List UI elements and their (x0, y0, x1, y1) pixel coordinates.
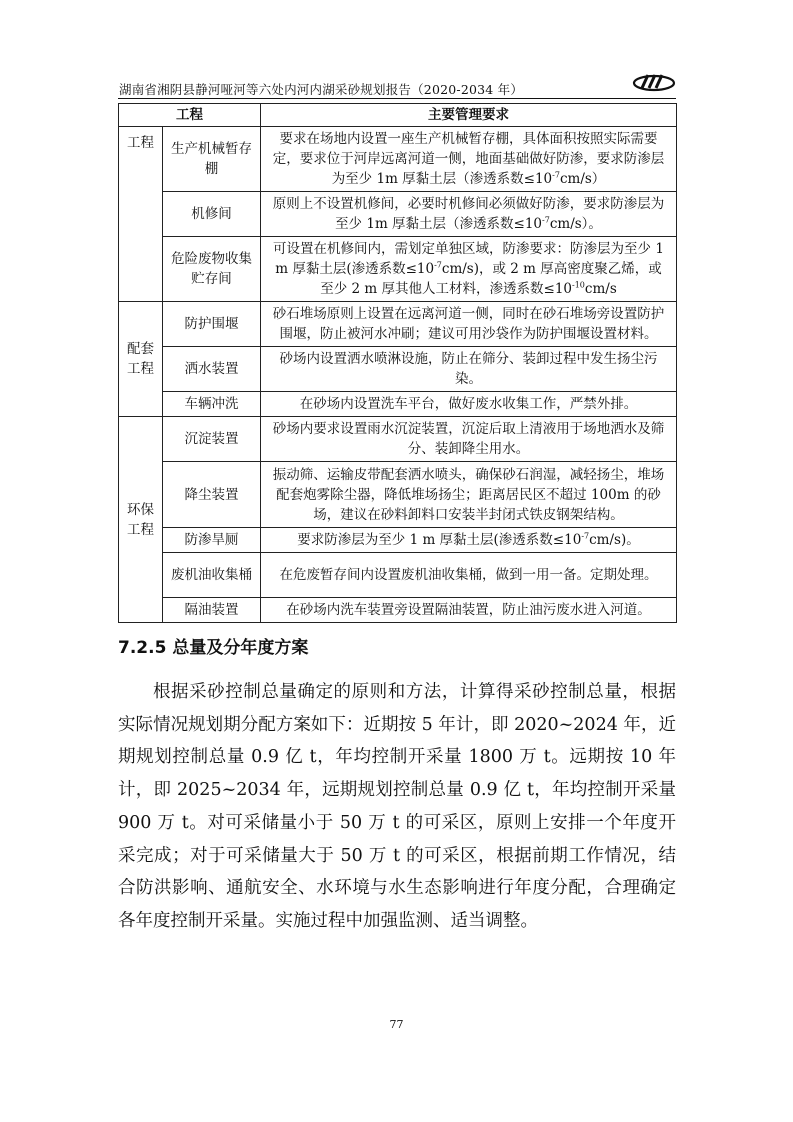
requirement-cell: 振动筛、运输皮带配套洒水喷头，确保砂石润湿，减轻扬尘，堆场配套炮雾除尘器，降低堆场扬尘；距离居民区不超过 100m 的砂场，建议在砂料卸料口安装半封闭式铁皮钢架结构。 (261, 462, 677, 528)
table-row (119, 302, 677, 347)
table-header-row (119, 104, 677, 127)
section-heading: 7.2.5 总量及分年度方案 (118, 638, 309, 658)
requirement-cell: 在危废暂存间内设置废机油收集桶，做到一用一备。定期处理。 (261, 553, 677, 598)
item-cell: 车辆冲洗 (163, 392, 261, 417)
table-row (119, 192, 677, 237)
item-cell: 沉淀装置 (163, 417, 261, 462)
table-row (119, 127, 677, 192)
category-cell: 环保工程 (119, 417, 163, 623)
requirement-cell: 可设置在机修间内，需划定单独区域，防渗要求：防渗层为至少 1 m 厚黏土层(渗透系数$\le 10^{-7}cm/s$)，或 2 m 厚高密度聚乙烯，或至少 2 m 厚其他人工材料，渗透系数$\le 10^{-10}cm/s$ (261, 237, 677, 302)
item-cell: 机修间 (163, 192, 261, 237)
body-paragraph: 根据采砂控制总量确定的原则和方法，计算得采砂控制总量，根据实际情况规划期分配方案如下：近期按 5 年计，即 2020~2024 年，近期规划控制总量 0.9 亿 t，年均控制开采量 1800 万 t。远期按 10 年计，即 2025~2034 年，远期规划控制总量 0.9 亿 t，年均控制开采量 900 万 t。对可采储量小于 50 万 t 的可采区，原则上安排一个年度开采完成；对于可采储量大于 50 万 t 的可采区，根据前期工作情况，结合防洪影响、通航安全、水环境与水生态影响进行年度分配，合理确定各年度控制开采量。实施过程中加强监测、适当调整。 (118, 682, 676, 931)
body-paragraph-block (118, 676, 676, 938)
item-cell: 废机油收集桶 (163, 553, 261, 598)
item-cell: 降尘装置 (163, 462, 261, 528)
header-requirements: 主要管理要求 (261, 104, 677, 127)
requirement-cell: 在砂场内洗车装置旁设置隔油装置，防止油污废水进入河道。 (261, 598, 677, 623)
page-number: 77 (389, 1018, 404, 1031)
item-cell: 危险废物收集贮存间 (163, 237, 261, 302)
requirement-cell: 砂场内设置洒水喷淋设施，防止在筛分、装卸过程中发生扬尘污染。 (261, 347, 677, 392)
item-cell: 隔油装置 (163, 598, 261, 623)
requirement-cell: 要求防渗层为至少 1 m 厚黏土层(渗透系数$\le 10^{-7}cm/s$)。 (261, 528, 677, 553)
item-cell: 防渗旱厕 (163, 528, 261, 553)
requirement-cell: 要求在场地内设置一座生产机械暂存棚，具体面积按照实际需要定，要求位于河岸远离河道一侧，地面基础做好防渗，要求防渗层为至少 1m 厚黏土层（渗透系数$\le 10^{-7}cm/s$） (261, 127, 677, 192)
item-cell: 防护围堰 (163, 302, 261, 347)
table-row (119, 528, 677, 553)
table-row (119, 417, 677, 462)
table-row (119, 392, 677, 417)
running-header: 湖南省湘阴县静河哑河等六处内河内湖采砂规划报告（2020-2034 年） (119, 82, 524, 97)
header-project: 工程 (119, 104, 261, 127)
requirement-cell: 砂场内要求设置雨水沉淀装置，沉淀后取上清液用于场地洒水及筛分、装卸降尘用水。 (261, 417, 677, 462)
item-cell: 洒水装置 (163, 347, 261, 392)
header-rule (118, 98, 676, 99)
table-row (119, 553, 677, 598)
requirement-cell: 原则上不设置机修间，必要时机修间必须做好防渗，要求防渗层为至少 1m 厚黏土层（渗透系数$\le 10^{-7}cm/s$）。 (261, 192, 677, 237)
table-row (119, 598, 677, 623)
category-cell: 配套工程 (119, 302, 163, 417)
table-row (119, 347, 677, 392)
item-cell: 生产机械暂存棚 (163, 127, 261, 192)
requirement-cell: 砂石堆场原则上设置在远离河道一侧，同时在砂石堆场旁设置防护围堰，防止被河水冲刷；建议可用沙袋作为防护围堰设置材料。 (261, 302, 677, 347)
management-requirements-table (118, 103, 677, 623)
company-logo-icon (632, 72, 676, 92)
table-row (119, 462, 677, 528)
category-cell: 工程 (119, 127, 163, 302)
table-row (119, 237, 677, 302)
requirement-cell: 在砂场内设置洗车平台，做好废水收集工作，严禁外排。 (261, 392, 677, 417)
